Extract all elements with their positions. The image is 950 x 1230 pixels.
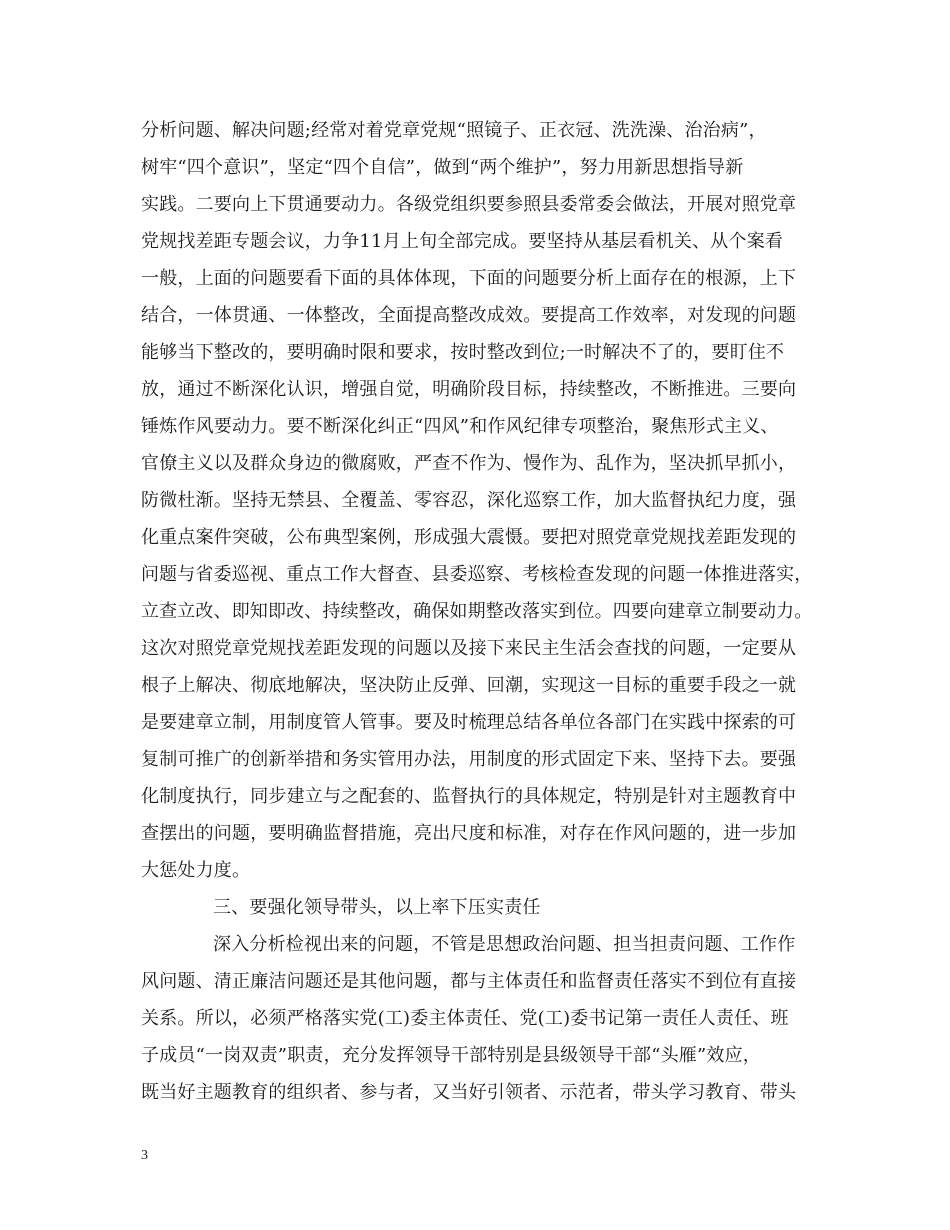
page-number: 3 (141, 1148, 148, 1163)
body-text-line: 化重点案件突破，公布典型案例，形成强大震慑。要把对照党章党规找差距发现的 (141, 527, 797, 548)
body-text-line: 是要建章立制，用制度管人管事。要及时梳理总结各单位各部门在实践中探索的可 (141, 712, 797, 733)
body-text-line: 官僚主义以及群众身边的微腐败，严查不作为、慢作为、乱作为，坚决抓早抓小， (141, 453, 797, 474)
body-text-line: 深入分析检视出来的问题，不管是思想政治问题、担当担责问题、工作作 (213, 934, 796, 955)
body-text-line: 子成员“一岗双责”职责，充分发挥领导干部特别是县级领导干部“头雁”效应， (141, 1045, 762, 1066)
body-text-line: 实践。二要向上下贯通要动力。各级党组织要参照县委常委会做法，开展对照党章 (141, 194, 797, 215)
body-text-line: 风问题、清正廉洁问题还是其他问题，都与主体责任和监督责任落实不到位有直接 (141, 971, 797, 992)
body-text-line: 立查立改、即知即改、持续整改，确保如期整改落实到位。四要向建章立制要动力。 (141, 601, 813, 622)
body-text-line: 锤炼作风要动力。要不断深化纠正“四风”和作风纪律专项整治，聚焦形式主义、 (141, 416, 779, 437)
body-text-line: 放，通过不断深化认识，增强自觉，明确阶段目标，持续整改，不断推进。三要向 (141, 379, 797, 400)
body-text-line: 一般，上面的问题要看下面的具体体现，下面的问题要分析上面存在的根源，上下 (141, 268, 797, 289)
body-text-line: 结合，一体贯通、一体整改，全面提高整改成效。要提高工作效率，对发现的问题 (141, 305, 797, 326)
body-text-line: 大惩处力度。 (141, 860, 251, 881)
body-text-line: 化制度执行，同步建立与之配套的、监督执行的具体规定，特别是针对主题教育中 (141, 786, 797, 807)
body-text-line: 分析问题、解决问题;经常对着党章党规“照镜子、正衣冠、洗洗澡、治治病”， (141, 120, 767, 141)
body-text-line: 复制可推广的创新举措和务实管用办法，用制度的形式固定下来、坚持下去。要强 (141, 749, 797, 770)
body-text-line: 能够当下整改的，要明确时限和要求，按时整改到位;一时解决不了的，要盯住不 (141, 342, 785, 363)
body-text-line: 党规找差距专题会议，力争11月上旬全部完成。要坚持从基层看机关、从个案看 (141, 231, 784, 252)
body-text-line: 问题与省委巡视、重点工作大督查、县委巡察、考核检查发现的问题一体推进落实， (141, 564, 813, 585)
body-text-line: 查摆出的问题，要明确监督措施，亮出尺度和标准，对存在作风问题的，进一步加 (141, 823, 797, 844)
section-heading: 三、要强化领导带头，以上率下压实责任 (213, 897, 541, 918)
body-text-line: 根子上解决、彻底地解决，坚决防止反弹、回潮，实现这一目标的重要手段之一就 (141, 675, 797, 696)
body-text-line: 树牢“四个意识”，坚定“四个自信”，做到“两个维护”，努力用新思想指导新 (141, 157, 744, 178)
body-text-line: 这次对照党章党规找差距发现的问题以及接下来民主生活会查找的问题，一定要从 (141, 638, 797, 659)
body-text-line: 防微杜渐。坚持无禁县、全覆盖、零容忍，深化巡察工作，加大监督执纪力度，强 (141, 490, 797, 511)
body-text-line: 关系。所以，必须严格落实党(工)委主体责任、党(工)委书记第一责任人责任、班 (141, 1008, 789, 1029)
body-text-line: 既当好主题教育的组织者、参与者，又当好引领者、示范者，带头学习教育、带头 (141, 1082, 797, 1103)
